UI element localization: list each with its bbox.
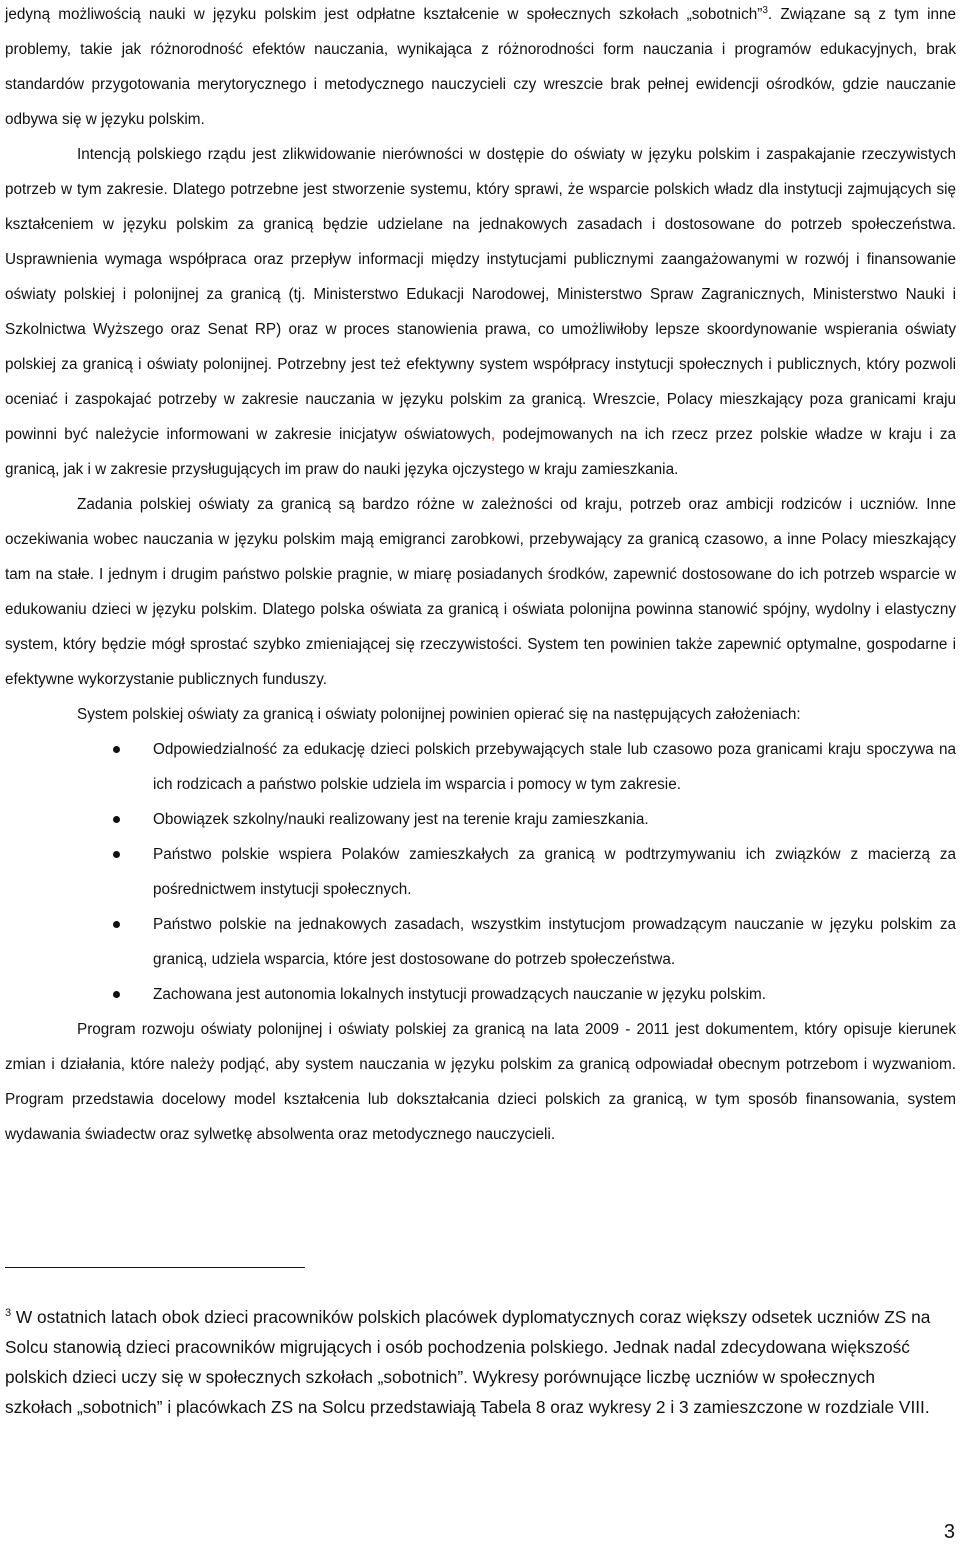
- bullet-icon: [113, 851, 120, 858]
- list-item: [5, 907, 956, 977]
- footnote-reference: 3: [762, 4, 768, 16]
- paragraph-4: System polskiej oświaty za granicą i oświaty polonijnej powinien opierać się na następujących założeniach:: [77, 706, 801, 723]
- paragraph-1-text-end: . Związane są z tym inne problemy, takie jak różnorodność efektów nauczania, wynikająca z różnorodności form nauczania i programów edukacyjnych, brak standardów przygotowania merytorycznego i metodycznego nauczycieli czy wreszcie brak pełnej ewidencji ośrodków, gdzie nauczanie odbywa się w języku polskim.: [5, 6, 956, 128]
- paragraph-2-text-start: Intencją polskiego rządu jest zlikwidowanie nierówności w dostępie do oświaty w języku polskim i zaspakajanie rzeczywistych potrzeb w tym zakresie. Dlatego potrzebne jest stworzenie systemu, który sprawi, że wsparcie polskich władz dla instytucji zajmujących się kształceniem w języku polskim za granicą będzie udzielane na jednakowych zasadach i dostosowane do potrzeb społeczeństwa. Usprawnienia wymaga współpraca oraz przepływ informacji między instytucjami publicznymi zaangażowanymi w rozwój i finansowanie oświaty polskiej i polonijnej za granicą (tj. Ministerstwo Edukacji Narodowej, Ministerstwo Spraw Zagranicznych, Ministerstwo Nauki i Szkolnictwa Wyższego oraz Senat RP) oraz w proces stanowienia prawa, co umożliwiłoby lepsze skoordynowanie wspierania oświaty polskiej za granicą i oświaty polonijnej. Potrzebny jest też efektywny system współpracy instytucji społecznych i publicznych, który pozwoli oceniać i zaspokajać potrzeby w zakresie nauczania w języku polskim za granicą. Wreszcie, Polacy mieszkający poza granicami kraju powinni być należycie informowani w zakresie inicjatyw oświatowych: [5, 146, 956, 443]
- list-item-text: Obowiązek szkolny/nauki realizowany jest na terenie kraju zamieszkania.: [153, 811, 649, 828]
- list-item: [5, 732, 956, 802]
- list-item-text: Państwo polskie na jednakowych zasadach, wszystkim instytucjom prowadzącym nauczanie w języku polskim za granicą, udziela wsparcia, które jest dostosowane do potrzeb społeczeństwa.: [153, 916, 956, 968]
- footnote-separator: [5, 1267, 305, 1268]
- list-item: [5, 977, 956, 1012]
- paragraph-3: Zadania polskiej oświaty za granicą są bardzo różne w zależności od kraju, potrzeb oraz ambicji rodziców i uczniów. Inne oczekiwania wobec nauczania w języku polskim mają emigranci zarobkowi, przebywający za granicą czasowo, a inne Polacy mieszkający tam na stałe. I jednym i drugim państwo polskie pragnie, w miarę posiadanych środków, zapewnić dostosowane do ich potrzeb wsparcie w edukowaniu dzieci w języku polskim. Dlatego polska oświata za granicą i oświata polonijna powinna stanowić spójny, wydolny i elastyczny system, który będzie mógł sprostać szybko zmieniającej się rzeczywistości. System ten powinien także zapewnić optymalne, gospodarne i efektywne wykorzystanie publicznych funduszy.: [5, 496, 956, 688]
- paragraph-2: [5, 137, 956, 487]
- list-item-text: Państwo polskie wspiera Polaków zamieszkałych za granicą w podtrzymywaniu ich związków z macierzą za pośrednictwem instytucji społecznych.: [153, 846, 956, 898]
- paragraph-2-text-end: podejmowanych na ich rzecz przez polskie władze w kraju i za granicą, jak i w zakresie przysługujących im praw do nauki języka ojczystego w kraju zamieszkania.: [5, 426, 956, 478]
- bullet-icon: [113, 746, 120, 753]
- list-item: [5, 837, 956, 907]
- list-item: [5, 802, 956, 837]
- list-item-text: Zachowana jest autonomia lokalnych instytucji prowadzących nauczanie w języku polskim.: [153, 986, 767, 1003]
- bullet-icon: [113, 921, 120, 928]
- footnote-text: W ostatnich latach obok dzieci pracowników polskich placówek dyplomatycznych coraz większy odsetek uczniów ZS na Solcu stanowią dzieci pracowników migrujących i osób pochodzenia polskiego. Jednak nadal zdecydowana większość polskich dzieci uczy się w społecznych szkołach „sobotnich”. Wykresy porównujące liczbę uczniów w społecznych szkołach „sobotnich” i placówkach ZS na Solcu przedstawiają Tabela 8 oraz wykresy 2 i 3 zamieszczone w rozdziale VIII.: [5, 1307, 931, 1417]
- paragraph-1: [5, 0, 956, 137]
- highlighted-comma: ,: [490, 426, 496, 443]
- document-page: [5, 0, 956, 1152]
- list-item-text: Odpowiedzialność za edukację dzieci polskich przebywających stale lub czasowo poza granicami kraju spoczywa na ich rodzicach a państwo polskie udziela im wsparcia i pomocy w tym zakresie.: [153, 741, 956, 793]
- bullet-icon: [113, 816, 120, 823]
- bullet-icon: [113, 991, 120, 998]
- principles-list: [5, 732, 956, 1012]
- footnote-number: 3: [5, 1307, 12, 1320]
- paragraph-1-text-start: jedyną możliwością nauki w języku polskim jest odpłatne kształcenie w społecznych szkołach „sobotnich”: [5, 6, 763, 23]
- footnote: [5, 1302, 935, 1422]
- page-number: 3: [943, 1521, 955, 1543]
- paragraph-5: Program rozwoju oświaty polonijnej i oświaty polskiej za granicą na lata 2009 - 2011 jest dokumentem, który opisuje kierunek zmian i działania, które należy podjąć, aby system nauczania w języku polskim za granicą odpowiadał obecnym potrzebom i wyzwaniom. Program przedstawia docelowy model kształcenia lub dokształcania dzieci polskich za granicą, w tym sposób finansowania, system wydawania świadectw oraz sylwetkę absolwenta oraz metodycznego nauczycieli.: [5, 1021, 956, 1143]
